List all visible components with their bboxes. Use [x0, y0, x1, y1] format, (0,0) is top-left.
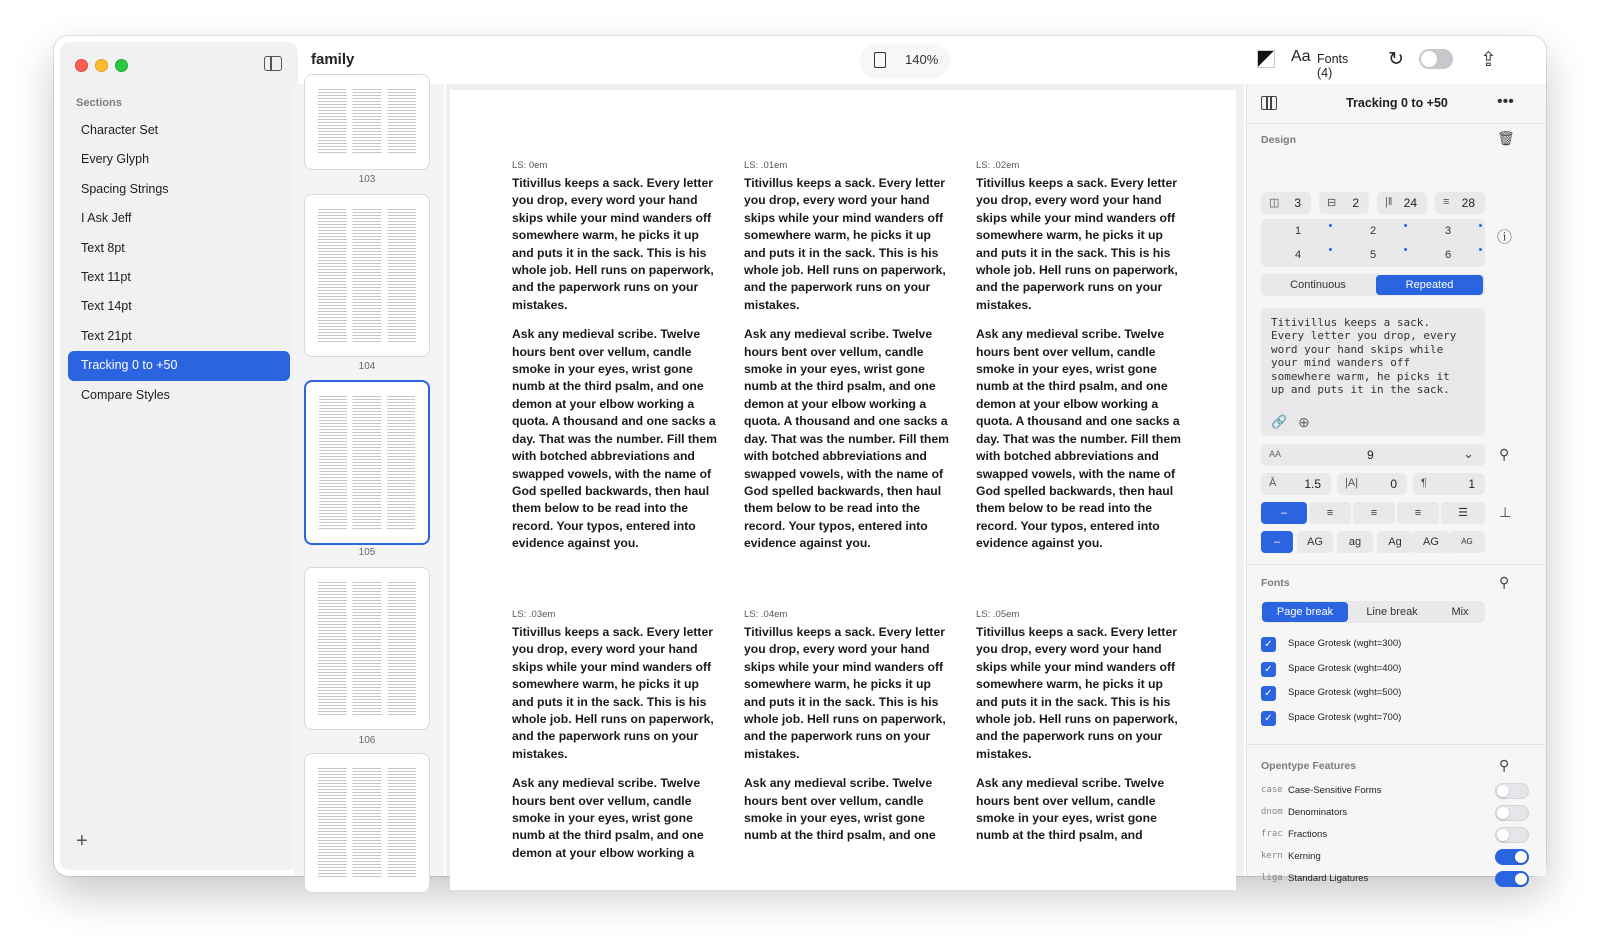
page-number: 106: [358, 735, 376, 746]
case-title-button[interactable]: Ag: [1377, 531, 1413, 553]
column-gap-value: 24: [1403, 196, 1417, 210]
rows-value: 2: [1352, 196, 1359, 210]
contrast-icon[interactable]: [1257, 50, 1275, 68]
tracking-sample: [512, 160, 720, 565]
design-section-label: Design: [1261, 134, 1297, 146]
zoom-window-button[interactable]: [115, 59, 128, 72]
flow-mode-toggle: [1261, 274, 1485, 296]
thumbnail-preview: [319, 396, 415, 529]
align-justify-button[interactable]: ☰: [1441, 502, 1485, 524]
letter-spacing-field[interactable]: [1337, 473, 1407, 495]
adjust-icon[interactable]: ⚲: [1499, 446, 1510, 462]
case-row: [1261, 531, 1485, 553]
fonts-button[interactable]: Fonts (4): [1317, 52, 1349, 80]
letter-spacing-label: LS: .03em: [512, 609, 556, 620]
case-smallcaps-button[interactable]: AG: [1413, 531, 1449, 553]
feature-toggle[interactable]: [1495, 849, 1529, 865]
rows-field[interactable]: [1319, 192, 1369, 214]
font-name: Space Grotesk (wght=700): [1288, 712, 1402, 723]
zoom-level[interactable]: 140%: [905, 52, 939, 67]
page-thumbnail[interactable]: [304, 753, 430, 893]
letter-spacing-icon: |A|: [1345, 477, 1359, 489]
page-number: 105: [358, 547, 376, 558]
add-section-button[interactable]: +: [76, 830, 88, 852]
alignment-row: [1261, 502, 1485, 524]
feature-tag: kern: [1261, 851, 1283, 861]
section-item-spacing-strings[interactable]: Spacing Strings: [81, 181, 169, 196]
align-left-button[interactable]: ≡: [1309, 502, 1351, 524]
grid-order-selector: [1261, 219, 1485, 267]
inspector-header: [1247, 84, 1547, 124]
trash-icon[interactable]: 🗑: [1497, 130, 1515, 146]
font-checkbox[interactable]: ✓: [1261, 637, 1276, 652]
font-checkbox[interactable]: ✓: [1261, 662, 1276, 677]
page-thumbnail[interactable]: [304, 567, 430, 730]
chevron-down-icon: ⌄: [1463, 446, 1474, 461]
feature-tag: case: [1261, 785, 1283, 795]
grid-cell[interactable]: 5: [1369, 249, 1377, 261]
section-item-text-14pt[interactable]: Text 14pt: [81, 299, 132, 314]
section-item-every-glyph[interactable]: Every Glyph: [81, 152, 150, 167]
page-thumbnail[interactable]: [304, 74, 430, 170]
sections-title: Sections: [76, 97, 122, 109]
grid-dot: [1479, 224, 1482, 227]
grid-dot: [1404, 248, 1407, 251]
page-thumbnail[interactable]: [304, 194, 430, 357]
section-item-text-11pt[interactable]: Text 11pt: [81, 269, 131, 284]
feature-toggle[interactable]: [1495, 871, 1529, 887]
feature-tag: frac: [1261, 829, 1283, 839]
font-size-icon: AA: [1269, 449, 1282, 459]
align-none-button[interactable]: –: [1261, 502, 1307, 524]
line-height-icon: Ā: [1269, 477, 1277, 489]
letter-spacing-label: LS: .01em: [744, 160, 788, 171]
feature-toggle[interactable]: [1495, 783, 1529, 799]
paragraph-spacing-field[interactable]: [1413, 473, 1485, 495]
section-divider: [1247, 744, 1547, 745]
line-break-button[interactable]: Line break: [1366, 606, 1418, 618]
paragraph-spacing-value: 1: [1468, 477, 1475, 491]
row-gap-icon: ≡: [1443, 196, 1450, 208]
grid-cell[interactable]: 4: [1294, 249, 1302, 261]
page-thumbnail-selected[interactable]: [304, 380, 430, 545]
sample-paragraph: Titivillus keeps a sack. Every letter you drop, every word your hand skips while your mind wanders off somewhere warm, he picks it up and puts it in the sack. This is his whole job. Hell runs on paperwork, and the paperwork runs on your mistakes.: [744, 176, 946, 312]
font-name: Space Grotesk (wght=300): [1288, 638, 1402, 649]
opentype-feature-row: [1261, 827, 1519, 843]
row-gap-field[interactable]: [1435, 192, 1485, 214]
section-item-text-21pt[interactable]: Text 21pt: [81, 328, 132, 343]
opentype-feature-row: [1261, 849, 1519, 865]
feature-tag: liga: [1261, 873, 1283, 883]
section-item-tracking[interactable]: Tracking 0 to +50: [68, 351, 290, 380]
section-item-i-ask-jeff[interactable]: I Ask Jeff: [81, 211, 132, 226]
font-mode-toggle: [1261, 601, 1485, 623]
minimize-window-button[interactable]: [95, 59, 108, 72]
more-options-icon[interactable]: •••: [1497, 93, 1514, 110]
font-size-value: 9: [1367, 448, 1374, 462]
line-height-field[interactable]: [1261, 473, 1331, 495]
continuous-button[interactable]: Continuous: [1290, 279, 1346, 291]
inspector-title: Tracking 0 to +50: [1346, 96, 1448, 110]
page-number: 104: [358, 361, 376, 372]
tracking-sample: [976, 160, 1184, 565]
grid-dot: [1479, 248, 1482, 251]
thumbnail-preview: [318, 768, 416, 878]
column-gap-icon: |‖: [1385, 196, 1393, 208]
text-size-icon[interactable]: Aa: [1291, 48, 1311, 65]
page-break-button[interactable]: Page break: [1262, 602, 1348, 622]
fonts-adjust-icon[interactable]: ⚲: [1499, 574, 1510, 590]
sample-paragraph: Titivillus keeps a sack. Every letter you drop, every word your hand skips while your mind wanders off somewhere warm, he picks it up and puts it in the sack. This is his whole job. Hell runs on paperwork, and the paperwork runs on your mistakes.: [512, 176, 714, 312]
columns-field[interactable]: [1261, 192, 1311, 214]
sidebar-toggle-icon[interactable]: [264, 56, 282, 71]
opentype-feature-row: [1261, 805, 1519, 821]
opentype-adjust-icon[interactable]: ⚲: [1499, 757, 1510, 773]
thumbnail-preview: [318, 89, 416, 155]
sample-paragraph: Ask any medieval scribe. Twelve hours bent over vellum, candle smoke in your eyes, wrist gone numb at the third psalm, and one demon at your elbow working a: [512, 776, 704, 860]
sample-paragraph: Ask any medieval scribe. Twelve hours bent over vellum, candle smoke in your eyes, wrist gone numb at the third psalm, and one demon at your elbow working a quota. A thousand and one sacks a day. That was the number. Fill them with botched abbreviations and swapped vowels, with the name of God spelled backwards, then haul them below to be read into the record. Your typos, entered into evidence against you.: [512, 327, 717, 551]
mix-button[interactable]: Mix: [1451, 606, 1469, 618]
case-lower-button[interactable]: ag: [1337, 531, 1373, 553]
letter-spacing-label: LS: .04em: [744, 609, 788, 620]
page-number: 103: [358, 174, 376, 185]
sample-paragraph: Titivillus keeps a sack. Every letter you drop, every word your hand skips while your mind wanders off somewhere warm, he picks it up and puts it in the sack. This is his whole job. Hell runs on paperwork, and the paperwork runs on your mistakes.: [744, 625, 946, 761]
feature-label: Case-Sensitive Forms: [1288, 785, 1382, 796]
vertical-align-icon[interactable]: ⊥: [1499, 504, 1512, 520]
grid-cell[interactable]: 6: [1444, 249, 1452, 261]
case-allsmallcaps-button[interactable]: AG: [1449, 531, 1485, 553]
letter-spacing-label: LS: .02em: [976, 160, 1020, 171]
font-name: Space Grotesk (wght=500): [1288, 687, 1402, 698]
sections-sidebar: [60, 42, 298, 870]
repeated-button[interactable]: Repeated: [1376, 275, 1483, 295]
font-checkbox[interactable]: ✓: [1261, 686, 1276, 701]
link-icon[interactable]: 🔗: [1271, 414, 1288, 429]
page-canvas: [446, 84, 1244, 876]
section-item-text-8pt[interactable]: Text 8pt: [81, 240, 125, 255]
sample-paragraph: Titivillus keeps a sack. Every letter you drop, every word your hand skips while your mind wanders off somewhere warm, he picks it up and puts it in the sack. This is his whole job. Hell runs on paperwork, and the paperwork runs on your mistakes.: [512, 625, 714, 761]
section-item-character-set[interactable]: Character Set: [81, 123, 159, 137]
feature-label: Fractions: [1288, 829, 1328, 840]
page-thumbnails: [294, 84, 444, 876]
sample-paragraph: Ask any medieval scribe. Twelve hours bent over vellum, candle smoke in your eyes, wrist gone numb at the third psalm, and: [976, 776, 1165, 843]
tracking-sample: [744, 609, 952, 857]
rows-icon: ⊟: [1327, 197, 1337, 209]
thumbnail-preview: [318, 209, 416, 342]
app-window: [54, 36, 1546, 884]
align-center-button[interactable]: ≡: [1353, 502, 1395, 524]
letter-spacing-value: 0: [1390, 477, 1397, 491]
grid-cell[interactable]: 3: [1444, 225, 1452, 237]
feature-label: Denominators: [1288, 807, 1348, 818]
letter-spacing-label: LS: .05em: [976, 609, 1020, 620]
opentype-feature-row: [1261, 783, 1519, 799]
paragraph-icon: ¶: [1421, 477, 1427, 489]
columns-value: 3: [1294, 196, 1301, 210]
document-title: family: [311, 51, 355, 68]
tracking-sample: [512, 609, 720, 874]
opentype-feature-row: [1261, 871, 1519, 887]
refresh-icon[interactable]: ↻: [1388, 49, 1404, 70]
zoom-control[interactable]: [861, 44, 949, 76]
feature-toggle[interactable]: [1495, 805, 1529, 821]
section-divider: [1247, 564, 1547, 565]
columns-icon: ◫: [1269, 197, 1280, 209]
info-icon[interactable]: ⓘ: [1497, 229, 1513, 246]
sample-paragraph: Ask any medieval scribe. Twelve hours bent over vellum, candle smoke in your eyes, wrist gone numb at the third psalm, and one: [744, 776, 936, 843]
appearance-toggle[interactable]: [1419, 49, 1453, 69]
font-checkbox[interactable]: ✓: [1261, 711, 1276, 726]
case-none-button[interactable]: –: [1261, 531, 1293, 553]
grid-dot: [1329, 224, 1332, 227]
thumbnail-preview: [318, 582, 416, 715]
font-name: Space Grotesk (wght=400): [1288, 663, 1402, 674]
add-circle-icon[interactable]: ⊕: [1298, 414, 1310, 430]
sample-text-editor[interactable]: [1261, 308, 1485, 436]
sample-paragraph: Ask any medieval scribe. Twelve hours bent over vellum, candle smoke in your eyes, wrist gone numb at the third psalm, and one demon at your elbow working a quota. A thousand and one sacks a day. That was the number. Fill them with botched abbreviations and swapped vowels, with the name of God spelled backwards, then haul them below to be read into the record. Your typos, entered into evidence against you.: [744, 327, 949, 551]
inspector-panel: [1246, 84, 1546, 884]
grid-cell[interactable]: 2: [1369, 225, 1377, 237]
sample-paragraph: Titivillus keeps a sack. Every letter you drop, every word your hand skips while your mind wanders off somewhere warm, he picks it up and puts it in the sack. This is his whole job. Hell runs on paperwork, and the paperwork runs on your mistakes.: [976, 625, 1178, 761]
tracking-sample: [744, 160, 952, 565]
opentype-section-label: Opentype Features: [1261, 760, 1357, 772]
fonts-section-label: Fonts: [1261, 577, 1290, 589]
grid-cell[interactable]: 1: [1294, 225, 1302, 237]
sections-list: [68, 116, 290, 410]
sample-paragraph: Titivillus keeps a sack. Every letter you drop, every word your hand skips while your mind wanders off somewhere warm, he picks it up and puts it in the sack. This is his whole job. Hell runs on paperwork, and the paperwork runs on your mistakes.: [976, 176, 1178, 312]
row-gap-value: 28: [1461, 196, 1475, 210]
grid-dot: [1404, 224, 1407, 227]
proof-page: [450, 90, 1236, 890]
case-upper-button[interactable]: AG: [1297, 531, 1333, 553]
line-height-value: 1.5: [1304, 477, 1321, 491]
sample-paragraph: Ask any medieval scribe. Twelve hours bent over vellum, candle smoke in your eyes, wrist gone numb at the third psalm, and one demon at your elbow working a quota. A thousand and one sacks a day. That was the number. Fill them with botched abbreviations and swapped vowels, with the name of God spelled backwards, then haul them below to be read into the record. Your typos, entered into evidence against you.: [976, 327, 1181, 551]
close-window-button[interactable]: [75, 59, 88, 72]
align-right-button[interactable]: ≡: [1397, 502, 1439, 524]
column-gap-field[interactable]: [1377, 192, 1427, 214]
page-icon: [874, 52, 886, 68]
feature-label: Standard Ligatures: [1288, 873, 1369, 884]
feature-tag: dnom: [1261, 807, 1283, 817]
font-size-select[interactable]: [1261, 444, 1485, 466]
feature-label: Kerning: [1288, 851, 1321, 862]
feature-toggle[interactable]: [1495, 827, 1529, 843]
section-item-compare-styles[interactable]: Compare Styles: [81, 387, 170, 402]
letter-spacing-label: LS: 0em: [512, 160, 548, 171]
share-icon[interactable]: ⇪: [1480, 49, 1497, 71]
tracking-sample: [976, 609, 1184, 857]
grid-dot: [1329, 248, 1332, 251]
